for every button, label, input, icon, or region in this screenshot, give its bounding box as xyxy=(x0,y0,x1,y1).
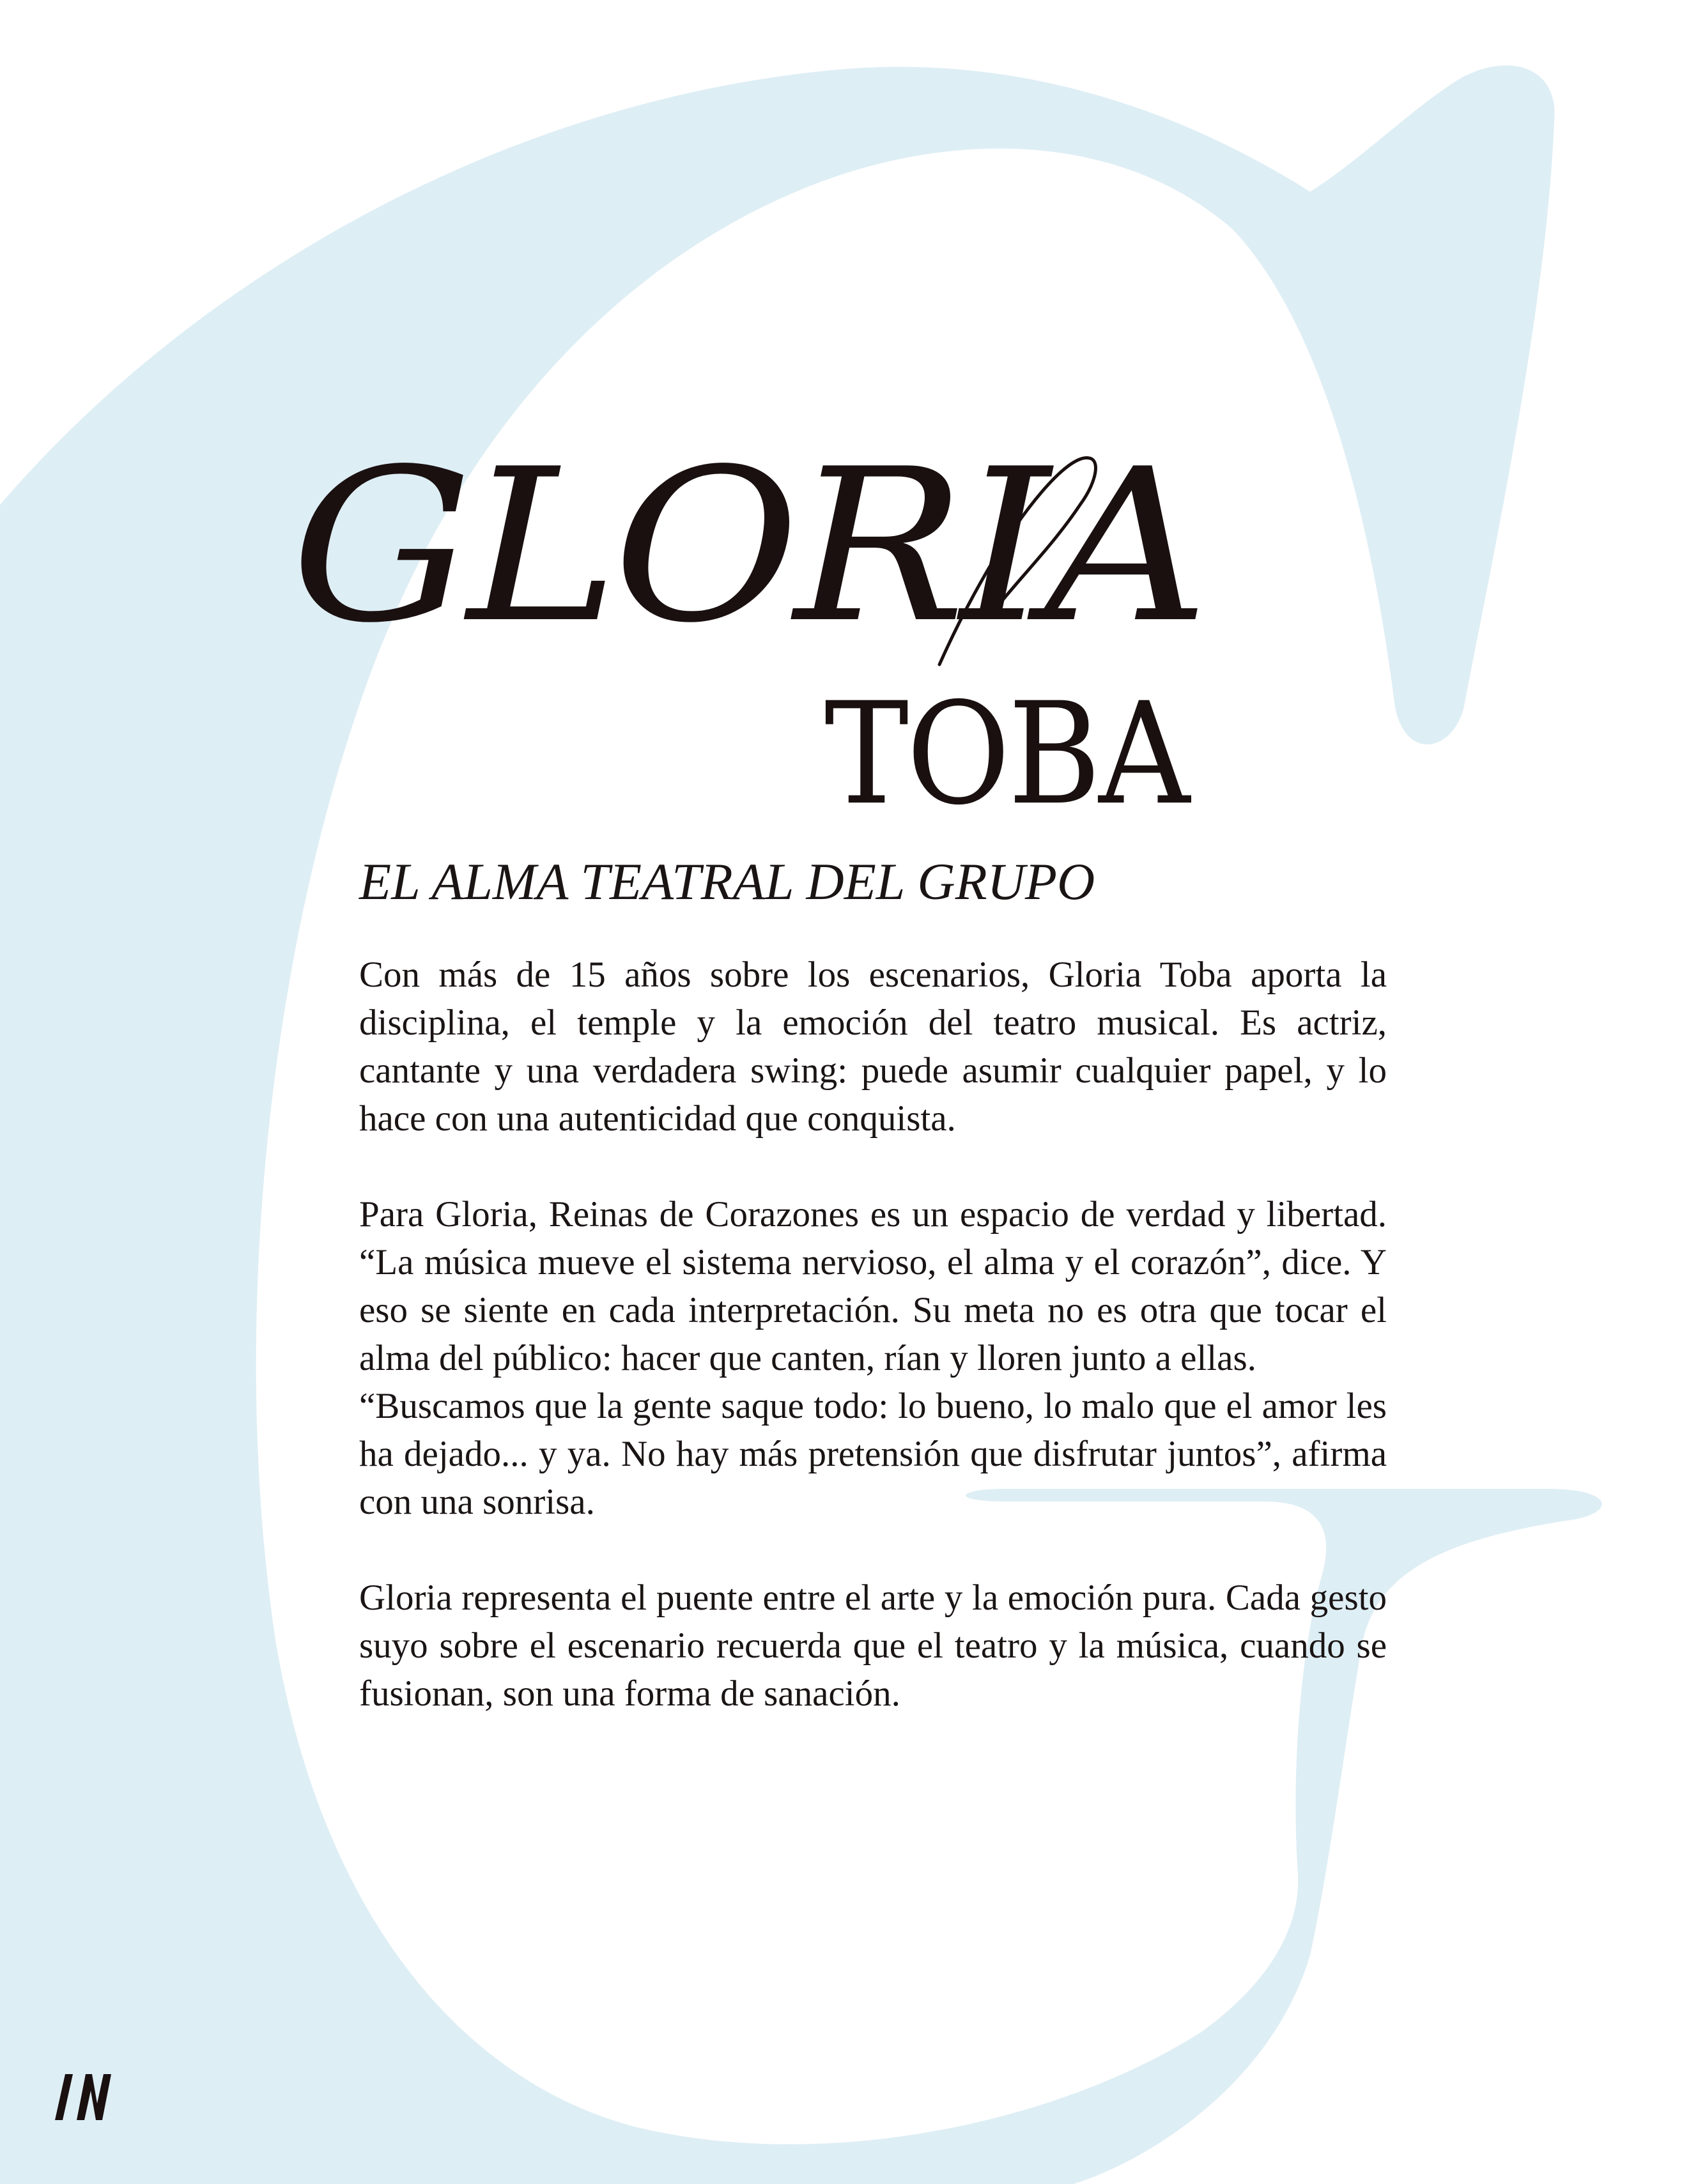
in-monogram-logo-icon xyxy=(51,2072,115,2123)
paragraph-quote: “Buscamos que la gente saque todo: lo bueno, lo malo que el amor les ha dejado... y ya. No hay más pretensión que disfrutar juntos”, afirma con una sonrisa. xyxy=(359,1386,1387,1522)
title-first-name: GLORIA xyxy=(291,424,1204,669)
title-last-name: TOBA xyxy=(824,672,1188,836)
title-swash-ornament-icon xyxy=(927,447,1106,677)
paragraph-closing: Gloria representa el puente entre el arte y la emoción pura. Cada gesto suyo sobre el escenario recuerda que el teatro y la música, cuando se fusionan, son una forma de sanación. xyxy=(359,1578,1387,1714)
logo-n-stroke xyxy=(77,2074,111,2120)
article-subtitle: EL ALMA TEATRAL DEL GRUPO xyxy=(359,852,1095,911)
article-body xyxy=(359,951,1387,1765)
paragraph-meaning: Para Gloria, Reinas de Corazones es un espacio de verdad y libertad. “La música mueve el sistema nervioso, el alma y el corazón”, dice. Y eso se siente en cada interpretación. Su meta no es otra que tocar el alma del público: hacer que canten, rían y lloren junto a ellas. xyxy=(359,1194,1387,1378)
swash-stroke xyxy=(939,458,1095,665)
paragraph-intro: Con más de 15 años sobre los escenarios, Gloria Toba aporta la disciplina, el temple y la emoción del teatro musical. Es actriz, cantante y una verdadera swing: puede asumir cualquier papel, y lo hace con una autenticidad que conquista. xyxy=(359,955,1387,1139)
logo-i-stroke xyxy=(55,2074,73,2120)
